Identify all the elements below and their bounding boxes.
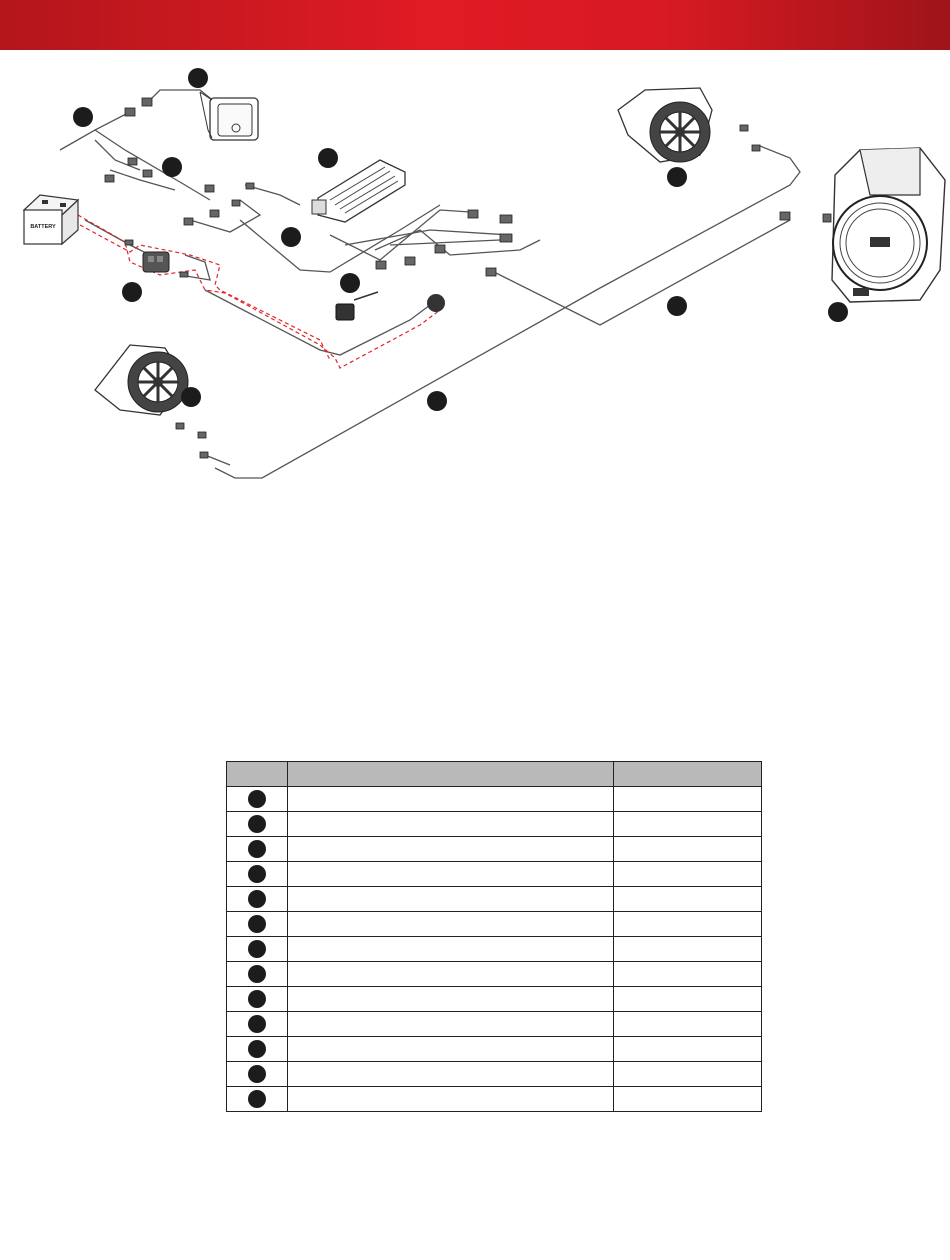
wiring-diagram [0, 50, 950, 500]
legend-part-number-cell [613, 887, 761, 912]
callout-marker [427, 391, 447, 411]
table-row [227, 962, 762, 987]
legend-description-cell [287, 787, 613, 812]
legend-callout-cell [227, 937, 288, 962]
callout-dot-icon [248, 840, 266, 858]
callout-dot-icon [248, 965, 266, 983]
callout-dot-icon [248, 790, 266, 808]
legend-description-cell [287, 1087, 613, 1112]
callout-dot-icon [248, 1040, 266, 1058]
connectors [105, 98, 831, 458]
legend-part-number-cell [613, 987, 761, 1012]
display-unit-icon [200, 92, 258, 140]
legend-description-cell [287, 962, 613, 987]
legend-callout-cell [227, 1062, 288, 1087]
table-row [227, 912, 762, 937]
legend-callout-cell [227, 887, 288, 912]
callout-dot-icon [248, 1065, 266, 1083]
legend-callout-cell [227, 787, 288, 812]
battery-icon [24, 195, 78, 244]
legend-description-cell [287, 937, 613, 962]
legend-description-cell [287, 987, 613, 1012]
speaker-pod-rear-right-icon [618, 88, 712, 162]
callout-marker [340, 273, 360, 293]
callout-marker [162, 157, 182, 177]
legend-callout-cell [227, 862, 288, 887]
legend-callout-cell [227, 1012, 288, 1037]
legend-description-cell [287, 912, 613, 937]
harness-to-rear-left-speaker [215, 146, 800, 478]
callout-marker [73, 107, 93, 127]
table-row [227, 887, 762, 912]
legend-part-number-cell [613, 812, 761, 837]
callout-dot-icon [248, 890, 266, 908]
subwoofer-enclosure-icon [832, 148, 945, 302]
legend-part-number-cell [613, 962, 761, 987]
legend-description-cell [287, 1012, 613, 1037]
amplifier-icon [312, 160, 405, 222]
table-row [227, 1087, 762, 1112]
table-row [227, 1012, 762, 1037]
legend-callout-cell [227, 987, 288, 1012]
callout-marker [181, 387, 201, 407]
callout-marker [667, 167, 687, 187]
battery-label: BATTERY [30, 224, 56, 230]
legend-callout-cell [227, 912, 288, 937]
legend-part-number-cell [613, 1062, 761, 1087]
callout-marker [122, 282, 142, 302]
legend-description-cell [287, 862, 613, 887]
legend-body [227, 787, 762, 1112]
legend-part-number-cell [613, 787, 761, 812]
legend-callout-cell [227, 812, 288, 837]
legend-header-part-number [613, 762, 761, 787]
legend-description-cell [287, 887, 613, 912]
legend-description-cell [287, 812, 613, 837]
callout-dot-icon [248, 865, 266, 883]
legend-part-number-cell [613, 937, 761, 962]
callout-dot-icon [248, 815, 266, 833]
legend-callout-cell [227, 837, 288, 862]
callout-dot-icon [248, 1015, 266, 1033]
fuse-block-icon [143, 252, 169, 272]
callout-marker [667, 296, 687, 316]
legend-part-number-cell [613, 862, 761, 887]
callout-dot-icon [248, 1090, 266, 1108]
power-connector-icon [427, 294, 445, 312]
table-row [227, 862, 762, 887]
callout-marker [281, 227, 301, 247]
callout-dot-icon [248, 990, 266, 1008]
harness-to-subwoofer [490, 220, 790, 325]
legend-header-callout [227, 762, 288, 787]
table-row [227, 812, 762, 837]
legend-part-number-cell [613, 1037, 761, 1062]
callout-markers [73, 68, 848, 411]
legend-header-row [227, 762, 762, 787]
header-banner [0, 0, 950, 50]
callout-dot-icon [248, 915, 266, 933]
power-harness [205, 290, 430, 355]
legend-callout-cell [227, 962, 288, 987]
legend-description-cell [287, 837, 613, 862]
legend-part-number-cell [613, 912, 761, 937]
table-row [227, 987, 762, 1012]
table-row [227, 937, 762, 962]
legend-callout-cell [227, 1087, 288, 1112]
callout-marker [318, 148, 338, 168]
legend-callout-cell [227, 1037, 288, 1062]
legend-description-cell [287, 1062, 613, 1087]
legend-header-description [287, 762, 613, 787]
legend-description-cell [287, 1037, 613, 1062]
callout-dot-icon [248, 940, 266, 958]
table-row [227, 787, 762, 812]
table-row [227, 1062, 762, 1087]
callout-marker [828, 302, 848, 322]
legend-part-number-cell [613, 1012, 761, 1037]
switch-icon [336, 292, 378, 320]
table-row [227, 1037, 762, 1062]
callout-marker [188, 68, 208, 88]
legend-part-number-cell [613, 837, 761, 862]
legend-part-number-cell [613, 1087, 761, 1112]
table-row [227, 837, 762, 862]
speaker-pod-front-left-icon [95, 345, 188, 415]
parts-legend-table [226, 761, 762, 1112]
